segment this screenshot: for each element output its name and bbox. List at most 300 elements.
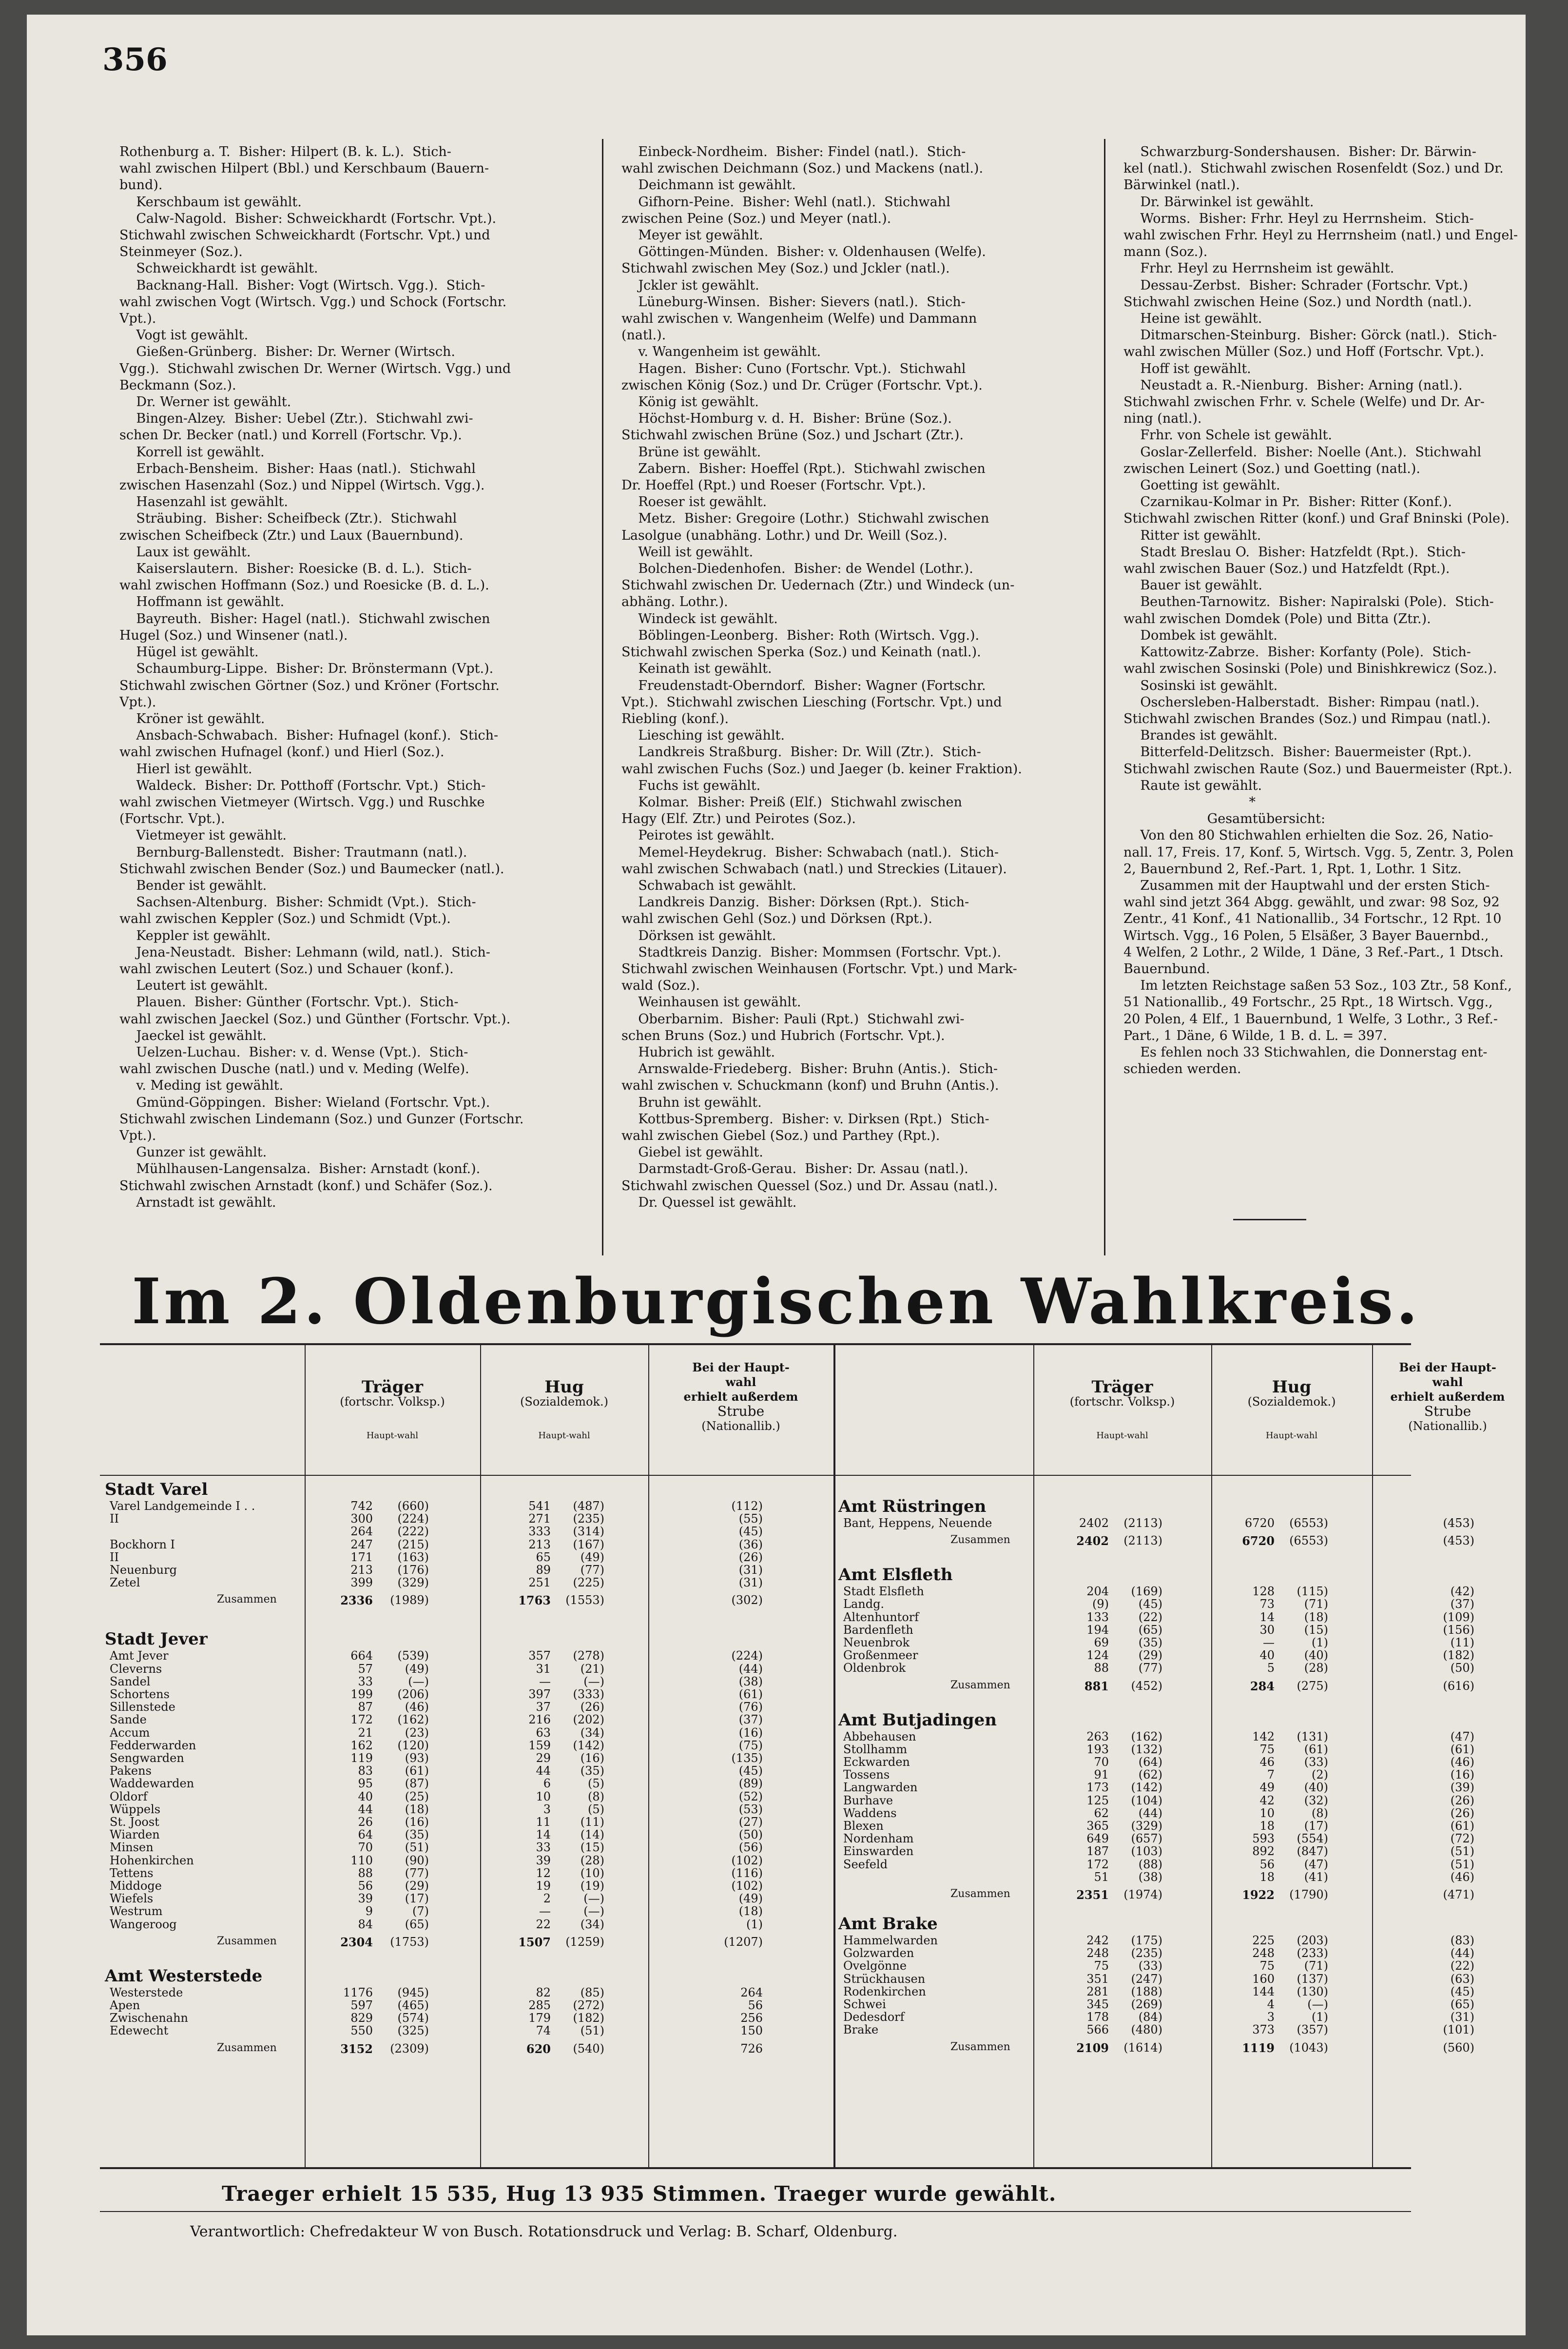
article-line: Bruhn ist gewählt. [621, 1095, 762, 1110]
row-value: 144 [1252, 1984, 1275, 1998]
row-label: Oldorf [110, 1789, 148, 1803]
row-value: (51) [580, 2024, 604, 2038]
row-value: (357) [1297, 2023, 1328, 2037]
row-value: 10 [1259, 1806, 1275, 1820]
article-line: Stichwahl zwischen Mey (Soz.) und Jckler (natl.). [621, 261, 950, 276]
row-value: 44 [358, 1802, 373, 1816]
article-line: wahl zwischen Hilpert (Bbl.) und Kerschbaum (Bauern- [119, 161, 489, 176]
row-value: (17) [1304, 1819, 1328, 1833]
row-value: (34) [580, 1917, 604, 1931]
article-line: Freudenstadt-Oberndorf. Bisher: Wagner (Fortschr. [621, 678, 986, 693]
row-value: (14) [580, 1828, 604, 1842]
row-value: (278) [573, 1649, 604, 1663]
row-value: 70 [1094, 1755, 1109, 1769]
article-line: Jaeckel ist gewählt. [119, 1028, 267, 1043]
article-line: Stichwahl zwischen Görtner (Soz.) und Kröner (Fortschr. [119, 678, 500, 693]
article-line: Ritter ist gewählt. [1123, 528, 1261, 543]
row-label: Sandel [110, 1674, 151, 1688]
row-value: 300 [350, 1512, 373, 1526]
row-value: 14 [1259, 1610, 1275, 1624]
row-label: Landg. [843, 1597, 885, 1611]
row-value: (247) [1131, 1972, 1162, 1986]
article-line: zwischen Hasenzahl (Soz.) und Nippel (Wirtsch. Vgg.). [119, 478, 485, 493]
article-line: Vpt.). Stichwahl zwischen Liesching (Fortschr. Vpt.) und [621, 694, 1002, 710]
article-line: Riebling (konf.). [621, 711, 729, 726]
article-line: Peirotes ist gewählt. [621, 828, 775, 843]
row-value: (156) [1443, 1623, 1474, 1637]
row-value: (56) [738, 1840, 763, 1855]
total-value: (302) [731, 1593, 763, 1607]
article-line: Bitterfeld-Delitzsch. Bisher: Bauermeister (Rpt.). [1123, 744, 1472, 760]
row-value: 248 [1086, 1946, 1109, 1960]
article-line: Dr. Hoeffel (Rpt.) und Roeser (Fortschr. Vpt.). [621, 478, 926, 493]
article-line: Hierl ist gewählt. [119, 761, 252, 777]
row-value: 88 [358, 1866, 373, 1880]
row-value: 171 [350, 1550, 373, 1564]
row-value: (36) [738, 1537, 763, 1551]
row-value: 172 [350, 1713, 373, 1727]
row-value: (31) [738, 1563, 763, 1577]
row-value: 242 [1086, 1934, 1109, 1947]
row-value: (71) [1304, 1597, 1328, 1611]
row-value: 194 [1086, 1623, 1109, 1637]
row-value: 87 [358, 1700, 373, 1714]
row-value: (77) [580, 1563, 604, 1577]
header-strube-left: Bei der Haupt- wahl erhielt außerdem Strube (Nationallib.) [683, 1360, 798, 1433]
row-value: (162) [1131, 1729, 1162, 1743]
article-line: wahl zwischen Keppler (Soz.) und Schmidt (Vpt.). [119, 911, 451, 927]
article-line: Dr. Bärwinkel ist gewählt. [1123, 194, 1314, 210]
row-label: Westerstede [110, 1985, 183, 1999]
article-line: Stichwahl zwischen Heine (Soz.) und Nordth (natl.). [1123, 294, 1472, 310]
footer-rule [100, 2211, 1411, 2212]
article-line: Göttingen-Münden. Bisher: v. Oldenhausen (Welfe). [621, 244, 986, 260]
article-line: zwischen Peine (Soz.) und Meyer (natl.). [621, 211, 891, 226]
row-value: (167) [573, 1537, 604, 1551]
row-value: (539) [397, 1649, 429, 1663]
total-value: (1989) [390, 1593, 429, 1607]
row-value: 62 [1094, 1806, 1109, 1820]
total-value: (560) [1443, 2040, 1474, 2055]
row-value: (51) [405, 1840, 429, 1855]
article-line: 2, Bauernbund 2, Ref.-Part. 1, Rpt. 1, Lothr. 1 Sitz. [1123, 861, 1462, 877]
row-value: (22) [1138, 1610, 1162, 1624]
row-value: (90) [405, 1853, 429, 1867]
row-value: (19) [580, 1879, 604, 1893]
article-line: Bauernbund. [1123, 961, 1210, 977]
article-line: wahl zwischen Frhr. Heyl zu Herrnsheim (natl.) und Engel- [1123, 228, 1518, 243]
row-label: Altenhuntorf [843, 1610, 919, 1624]
article-line: Stichwahl zwischen Raute (Soz.) und Bauermeister (Rpt.). [1123, 761, 1512, 777]
column-rule [602, 139, 603, 1255]
article-line: Bingen-Alzey. Bisher: Uebel (Ztr.). Stichwahl zwi- [119, 411, 473, 427]
article-line: wahl zwischen Dusche (natl.) und v. Meding (Welfe). [119, 1061, 469, 1077]
total-label: Zusammen [950, 2040, 1010, 2053]
row-value: 664 [350, 1649, 373, 1663]
row-label: II [110, 1550, 119, 1564]
article-line: Vgg.). Stichwahl zwischen Dr. Werner (Wirtsch. Vgg.) und [119, 361, 511, 376]
row-value: 399 [350, 1576, 373, 1590]
article-line: Gunzer ist gewählt. [119, 1145, 267, 1160]
row-value: 345 [1086, 1997, 1109, 2011]
row-value: (130) [1297, 1984, 1328, 1998]
total-value: (6553) [1289, 1534, 1328, 1548]
total-value: (275) [1297, 1679, 1328, 1693]
row-value: (333) [573, 1687, 604, 1701]
row-value: (112) [731, 1499, 763, 1513]
row-value: (115) [1297, 1585, 1328, 1599]
article-line: Schwarzburg-Sondershausen. Bisher: Dr. Bärwin- [1123, 144, 1476, 159]
article-line: 51 Nationallib., 49 Fortschr., 25 Rpt., 18 Wirtsch. Vgg., [1123, 995, 1493, 1010]
total-value: (1614) [1123, 2040, 1162, 2055]
total-value: 6720 [1242, 1534, 1275, 1548]
row-label: Bardenfleth [843, 1623, 913, 1637]
row-value: (109) [1443, 1610, 1474, 1624]
row-value: — [1263, 1636, 1275, 1649]
table-top-rule [100, 1343, 1411, 1345]
article-line: Gießen-Grünberg. Bisher: Dr. Werner (Wirtsch. [119, 344, 455, 360]
row-value: (487) [573, 1499, 604, 1513]
article-line: wahl zwischen v. Wangenheim (Welfe) und Dammann [621, 311, 977, 327]
row-value: (1) [1312, 2010, 1328, 2024]
row-value: 162 [350, 1738, 373, 1752]
row-value: 225 [1252, 1934, 1275, 1947]
article-line: Kaiserslautern. Bisher: Roesicke (B. d. L.). Stich- [119, 561, 472, 577]
article-line: Gesamtübersicht: [1123, 811, 1326, 827]
article-line: Hagy (Elf. Ztr.) und Peirotes (Soz.). [621, 811, 856, 827]
row-value: (51) [1450, 1844, 1474, 1859]
imprint-footer: Verantwortlich: Chefredakteur W von Busch. Rotationsdruck und Verlag: B. Scharf, Oldenburg. [190, 2223, 898, 2240]
row-value: (225) [573, 1576, 604, 1590]
row-value: (101) [1443, 2023, 1474, 2037]
article-line: Arnstadt ist gewählt. [119, 1194, 276, 1210]
row-value: 6 [543, 1777, 551, 1791]
row-value: (142) [573, 1738, 604, 1752]
row-value: (103) [1131, 1844, 1162, 1859]
row-value: (55) [738, 1512, 763, 1526]
total-value: (471) [1443, 1888, 1474, 1901]
row-value: 11 [536, 1815, 551, 1829]
row-value: (65) [1138, 1623, 1162, 1637]
article-line: Zabern. Bisher: Hoeffel (Rpt.). Stichwahl zwischen [621, 461, 986, 476]
article-line: Laux ist gewählt. [119, 544, 251, 560]
article-line: Vogt ist gewählt. [119, 328, 249, 343]
article-line: Bernburg-Ballenstedt. Bisher: Trautmann (natl.). [119, 844, 467, 860]
article-line: Bayreuth. Bisher: Hagel (natl.). Stichwahl zwischen [119, 611, 490, 626]
row-label: Golzwarden [843, 1946, 914, 1960]
row-value: (224) [731, 1649, 763, 1663]
total-value: 1119 [1242, 2040, 1275, 2055]
row-value: (132) [1131, 1742, 1162, 1756]
row-value: (40) [1304, 1781, 1328, 1795]
row-value: 82 [536, 1985, 551, 1999]
article-line: ning (natl.). [1123, 411, 1202, 427]
row-label: Blexen [843, 1819, 884, 1833]
row-value: (45) [738, 1525, 763, 1539]
row-value: 44 [536, 1764, 551, 1778]
row-value: (85) [580, 1985, 604, 1999]
row-value: (62) [1138, 1768, 1162, 1782]
row-value: (18) [405, 1802, 429, 1816]
article-line: Beckmann (Soz.). [119, 377, 236, 393]
article-line: Sachsen-Altenburg. Bisher: Schmidt (Vpt.). Stich- [119, 895, 476, 910]
article-line: Von den 80 Stichwahlen erhielten die Soz. 26, Natio- [1123, 828, 1493, 843]
row-value: 84 [358, 1917, 373, 1931]
total-value: (452) [1131, 1679, 1162, 1693]
row-value: (235) [1131, 1946, 1162, 1960]
row-value: (25) [405, 1789, 429, 1803]
total-value: (540) [573, 2041, 604, 2055]
row-value: (131) [1297, 1729, 1328, 1743]
row-value: 187 [1086, 1844, 1109, 1859]
row-value: 2402 [1079, 1516, 1109, 1530]
row-label: Sillenstede [110, 1700, 175, 1714]
article-line: Lasolgue (unabhäng. Lothr.) und Dr. Weill (Soz.). [621, 528, 948, 543]
row-label: Tossens [843, 1768, 890, 1782]
article-line: Zusammen mit der Hauptwahl und der ersten Stich- [1123, 878, 1490, 893]
row-value: (142) [1131, 1781, 1162, 1795]
row-value: (102) [731, 1879, 763, 1893]
article-line: Hoff ist gewählt. [1123, 361, 1251, 376]
row-value: 69 [1094, 1636, 1109, 1649]
article-line: Stichwahl zwischen Sperka (Soz.) und Keinath (natl.). [621, 645, 981, 660]
article-line: kel (natl.). Stichwahl zwischen Rosenfeldt (Soz.) und Dr. [1123, 161, 1504, 176]
row-value: (40) [1304, 1648, 1328, 1663]
row-value: 10 [536, 1789, 551, 1803]
row-value: (16) [738, 1725, 763, 1740]
row-value: (38) [738, 1674, 763, 1688]
row-label: Brake [843, 2023, 879, 2037]
row-value: 566 [1086, 2023, 1109, 2037]
row-value: (8) [588, 1789, 604, 1803]
row-value: 199 [350, 1687, 373, 1701]
article-line: Beuthen-Tarnowitz. Bisher: Napiralski (Pole). Stich- [1123, 594, 1494, 610]
total-value: 1922 [1242, 1888, 1275, 1902]
article-line: wahl zwischen Schwabach (natl.) und Streckies (Litauer). [621, 861, 1007, 877]
row-value: 29 [536, 1751, 551, 1765]
row-value: 21 [358, 1725, 373, 1740]
row-value: (35) [405, 1828, 429, 1842]
row-value: (52) [738, 1789, 763, 1803]
row-value: (83) [1450, 1934, 1474, 1947]
row-value: (88) [1138, 1857, 1162, 1871]
row-value: 4 [1267, 1997, 1275, 2011]
result-line: Traeger erhielt 15 535, Hug 13 935 Stimmen. Traeger wurde gewählt. [222, 2182, 1057, 2206]
article-line: Ansbach-Schwabach. Bisher: Hufnagel (konf.). Stich- [119, 728, 499, 744]
row-value: 178 [1086, 2010, 1109, 2024]
row-value: (660) [397, 1499, 429, 1513]
row-value: (1) [1312, 1636, 1328, 1649]
row-value: (16) [1450, 1768, 1474, 1782]
row-value: (15) [1304, 1623, 1328, 1637]
row-value: 541 [528, 1499, 551, 1513]
article-line: Böblingen-Leonberg. Bisher: Roth (Wirtsch. Vgg.). [621, 627, 980, 643]
row-value: (5) [588, 1777, 604, 1791]
row-value: 5 [1267, 1661, 1275, 1675]
row-label: Oldenbrok [843, 1661, 906, 1675]
row-value: (37) [738, 1713, 763, 1727]
total-value: 2336 [340, 1593, 373, 1608]
row-value: 193 [1086, 1742, 1109, 1756]
table-col-rule [305, 1343, 306, 2167]
row-value: (29) [405, 1879, 429, 1893]
total-value: 620 [526, 2041, 551, 2056]
row-value: 26 [358, 1815, 373, 1829]
row-value: 593 [1252, 1832, 1275, 1846]
article-line: wahl zwischen Müller (Soz.) und Hoff (Fortschr. Vpt.). [1123, 344, 1484, 360]
row-value: 173 [1086, 1781, 1109, 1795]
row-value: (63) [1450, 1972, 1474, 1986]
row-label: Sengwarden [110, 1751, 184, 1765]
row-value: (202) [573, 1713, 604, 1727]
article-line: Ditmarschen-Steinburg. Bisher: Görck (natl.). Stich- [1123, 328, 1497, 343]
row-value: 95 [358, 1777, 373, 1791]
end-rule [1233, 1219, 1306, 1220]
article-line: Windeck ist gewählt. [621, 611, 778, 626]
row-value: (44) [1450, 1946, 1474, 1960]
article-line: Frhr. von Schele ist gewählt. [1123, 428, 1332, 443]
row-value: (46) [1450, 1870, 1474, 1884]
headline: Im 2. Oldenburgischen Wahlkreis. [132, 1265, 1421, 1338]
row-label: Waddewarden [110, 1777, 194, 1791]
row-value: (22) [1450, 1959, 1474, 1973]
article-line: Oberbarnim. Bisher: Pauli (Rpt.) Stichwahl zwi- [621, 1011, 965, 1027]
row-value: (7) [412, 1904, 429, 1918]
total-value: (2309) [390, 2041, 429, 2055]
article-column-2 [621, 144, 1050, 1265]
section-title: Amt Elsfleth [838, 1565, 953, 1585]
row-value: 70 [358, 1840, 373, 1855]
row-label: Waddens [843, 1806, 897, 1820]
row-value: (84) [1138, 2010, 1162, 2024]
section-title: Amt Butjadingen [838, 1710, 997, 1730]
article-line: Kröner ist gewählt. [119, 711, 265, 726]
row-label: Wiarden [110, 1828, 160, 1842]
article-line: Plauen. Bisher: Günther (Fortschr. Vpt.). Stich- [119, 995, 459, 1010]
row-value: 119 [350, 1751, 373, 1765]
article-line: Stichwahl zwischen Lindemann (Soz.) und Gunzer (Fortschr. [119, 1111, 524, 1127]
row-value: 150 [740, 2024, 763, 2038]
row-value: (64) [1138, 1755, 1162, 1769]
article-line: Raute ist gewählt. [1123, 778, 1262, 793]
row-value: 89 [536, 1563, 551, 1577]
row-label: Wüppels [110, 1802, 161, 1816]
article-line: wahl zwischen Vietmeyer (Wirtsch. Vgg.) und Ruschke [119, 794, 485, 810]
row-value: (61) [1304, 1742, 1328, 1756]
row-label: Großenmeer [843, 1648, 918, 1663]
row-value: (175) [1131, 1934, 1162, 1947]
row-value: 133 [1086, 1610, 1109, 1624]
article-line: abhäng. Lothr.). [621, 594, 728, 610]
row-value: (46) [405, 1700, 429, 1714]
article-line: v. Meding ist gewählt. [119, 1078, 284, 1094]
table-center-rule [833, 1343, 835, 2167]
row-value: 40 [1259, 1648, 1275, 1663]
row-value: (21) [580, 1662, 604, 1676]
row-value: 19 [536, 1879, 551, 1893]
row-value: 42 [1259, 1793, 1275, 1807]
article-line: Giebel ist gewählt. [621, 1145, 763, 1160]
row-value: (47) [1450, 1729, 1474, 1743]
row-value: (18) [1304, 1610, 1328, 1624]
row-value: (574) [397, 2011, 429, 2025]
article-line: Vpt.). [119, 694, 156, 710]
row-label: Pakens [110, 1764, 152, 1778]
article-line: Stichwahl zwischen Arnstadt (konf.) und Schäfer (Soz.). [119, 1178, 493, 1194]
row-value: 125 [1086, 1793, 1109, 1807]
row-value: 892 [1252, 1844, 1275, 1859]
row-value: (89) [738, 1777, 763, 1791]
article-line: Kerschbaum ist gewählt. [119, 194, 302, 210]
total-label: Zusammen [950, 1679, 1010, 1691]
article-line: Mühlhausen-Langensalza. Bisher: Arnstadt (konf.). [119, 1161, 481, 1177]
total-value: 2402 [1076, 1534, 1109, 1548]
article-line: Sosinski ist gewählt. [1123, 678, 1278, 693]
row-label: Edewecht [110, 2024, 169, 2038]
article-line: * [1123, 794, 1256, 810]
article-line: wahl zwischen Leutert (Soz.) und Schauer (konf.). [119, 961, 454, 977]
row-value: (9) [1092, 1597, 1109, 1611]
row-value: 65 [536, 1550, 551, 1564]
table-col-rule [1033, 1343, 1034, 2167]
total-label: Zusammen [217, 1935, 277, 1947]
article-line: wahl zwischen Sosinski (Pole) und Binishkrewicz (Soz.). [1123, 661, 1497, 677]
article-line: Hubrich ist gewählt. [621, 1044, 775, 1060]
header-traeger-right: Träger (fortschr. Volksp.) Haupt-wahl [1069, 1377, 1175, 1441]
article-line: Bauer ist gewählt. [1123, 578, 1262, 593]
total-value: 2351 [1076, 1888, 1109, 1902]
row-value: (224) [397, 1512, 429, 1526]
row-label: Dedesdorf [843, 2010, 905, 2024]
row-label: Apen [110, 1998, 140, 2012]
row-value: (8) [1312, 1806, 1328, 1820]
row-label: Stadt Elsfleth [843, 1585, 924, 1599]
row-value: 73 [1259, 1597, 1275, 1611]
article-line: Waldeck. Bisher: Dr. Potthoff (Fortschr. Vpt.) Stich- [119, 778, 486, 793]
row-value: (18) [738, 1904, 763, 1918]
article-line: Dessau-Zerbst. Bisher: Schrader (Fortschr. Vpt.) [1123, 277, 1468, 293]
article-line: wahl zwischen Vogt (Wirtsch. Vgg.) und Schock (Fortschr. [119, 294, 507, 310]
total-value: 284 [1250, 1679, 1275, 1693]
row-label: Minsen [110, 1840, 154, 1855]
article-line: Schaumburg-Lippe. Bisher: Dr. Brönstermann (Vpt.). [119, 661, 494, 677]
row-value: (188) [1131, 1984, 1162, 1998]
row-value: 31 [536, 1662, 551, 1676]
header-traeger-left: Träger (fortschr. Volksp.) Haupt-wahl [340, 1377, 445, 1441]
article-line: Czarnikau-Kolmar in Pr. Bisher: Ritter (Konf.). [1123, 494, 1452, 510]
article-line: Uelzen-Luchau. Bisher: v. d. Wense (Vpt.). Stich- [119, 1044, 468, 1060]
row-label: Wiefels [110, 1892, 154, 1906]
article-line: wahl zwischen Hufnagel (konf.) und Hierl (Soz.). [119, 744, 445, 760]
row-value: (26) [580, 1700, 604, 1714]
header-hug-right: Hug (Sozialdemok.) Haupt-wahl [1247, 1377, 1336, 1441]
row-value: (102) [731, 1853, 763, 1867]
article-line: Part., 1 Däne, 6 Wilde, 1 B. d. L. = 397. [1123, 1028, 1387, 1043]
row-value: (182) [1443, 1648, 1474, 1663]
article-line: Es fehlen noch 33 Stichwahlen, die Donnerstag ent- [1123, 1044, 1488, 1060]
article-line: wahl zwischen Deichmann (Soz.) und Mackens (natl.). [621, 161, 984, 176]
row-value: 39 [358, 1892, 373, 1906]
article-line: Roeser ist gewählt. [621, 494, 767, 510]
row-value: 56 [358, 1879, 373, 1893]
row-value: (39) [1450, 1781, 1474, 1795]
article-line: Vpt.). [119, 311, 156, 327]
page-number: 356 [102, 41, 168, 78]
table-col-rule [1372, 1343, 1373, 2167]
article-line: Landkreis Danzig. Bisher: Dörksen (Rpt.). Stich- [621, 895, 969, 910]
row-value: 56 [748, 1998, 763, 2012]
row-value: 3 [1267, 2010, 1275, 2024]
